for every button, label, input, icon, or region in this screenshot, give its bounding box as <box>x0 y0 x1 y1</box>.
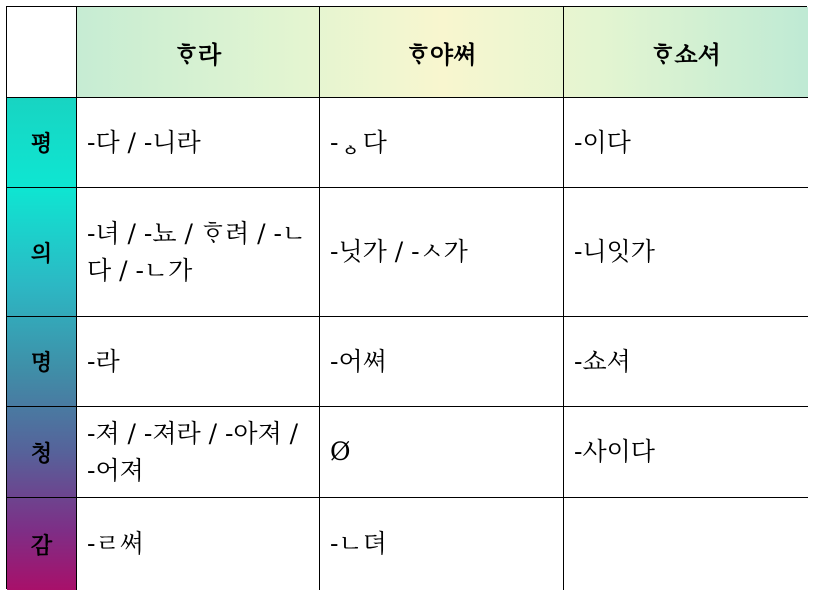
table-cell <box>77 498 320 590</box>
cell-text: -다 / -니라 <box>87 127 201 157</box>
column-header-hara: ᄒᆞ라 <box>77 7 320 98</box>
corner-cell <box>7 7 77 98</box>
cell-text: Ø <box>330 437 351 467</box>
cell-text: -니잇가 <box>574 237 655 267</box>
cell-text: -ᇰ다 <box>330 127 387 157</box>
cell-text: -라 <box>87 346 120 376</box>
korean-ending-table <box>6 6 807 589</box>
table-cell <box>77 317 320 407</box>
table-cell <box>564 498 808 590</box>
table-cell <box>77 188 320 317</box>
row-label-ui: 의 <box>7 188 77 317</box>
row-label-pyeong: 평 <box>7 98 77 188</box>
cell-text: -ㄹ쎠 <box>87 529 144 559</box>
table-cell <box>320 317 564 407</box>
table-cell <box>564 98 808 188</box>
cell-text: -이다 <box>574 127 631 157</box>
column-header-hasyosyeo: ᄒᆞ쇼셔 <box>564 7 808 98</box>
cell-text: -사이다 <box>574 437 655 467</box>
cell-text: -닛가 / -ㅅ가 <box>330 237 468 267</box>
table-cell <box>77 98 320 188</box>
cell-text: -녀 / -뇨 / ᄒᆞ려 / -ㄴ다 / -ㄴ가 <box>87 218 307 285</box>
cell-text: -ㄴ뎌 <box>330 529 387 559</box>
row-label-gam: 감 <box>7 498 77 590</box>
row-label-cheong: 청 <box>7 407 77 498</box>
table-cell <box>320 98 564 188</box>
table-cell <box>564 188 808 317</box>
table-cell <box>564 407 808 498</box>
table-cell <box>320 407 564 498</box>
table-cell <box>320 188 564 317</box>
cell-text: -져 / -져라 / -아져 / -어져 <box>87 418 307 485</box>
table-cell <box>564 317 808 407</box>
table-cell <box>320 498 564 590</box>
cell-text: -쇼셔 <box>574 346 631 376</box>
column-header-hayasseo: ᄒᆞ야쎠 <box>320 7 564 98</box>
cell-text: -어쎠 <box>330 346 387 376</box>
row-label-myeong: 명 <box>7 317 77 407</box>
table-cell <box>77 407 320 498</box>
